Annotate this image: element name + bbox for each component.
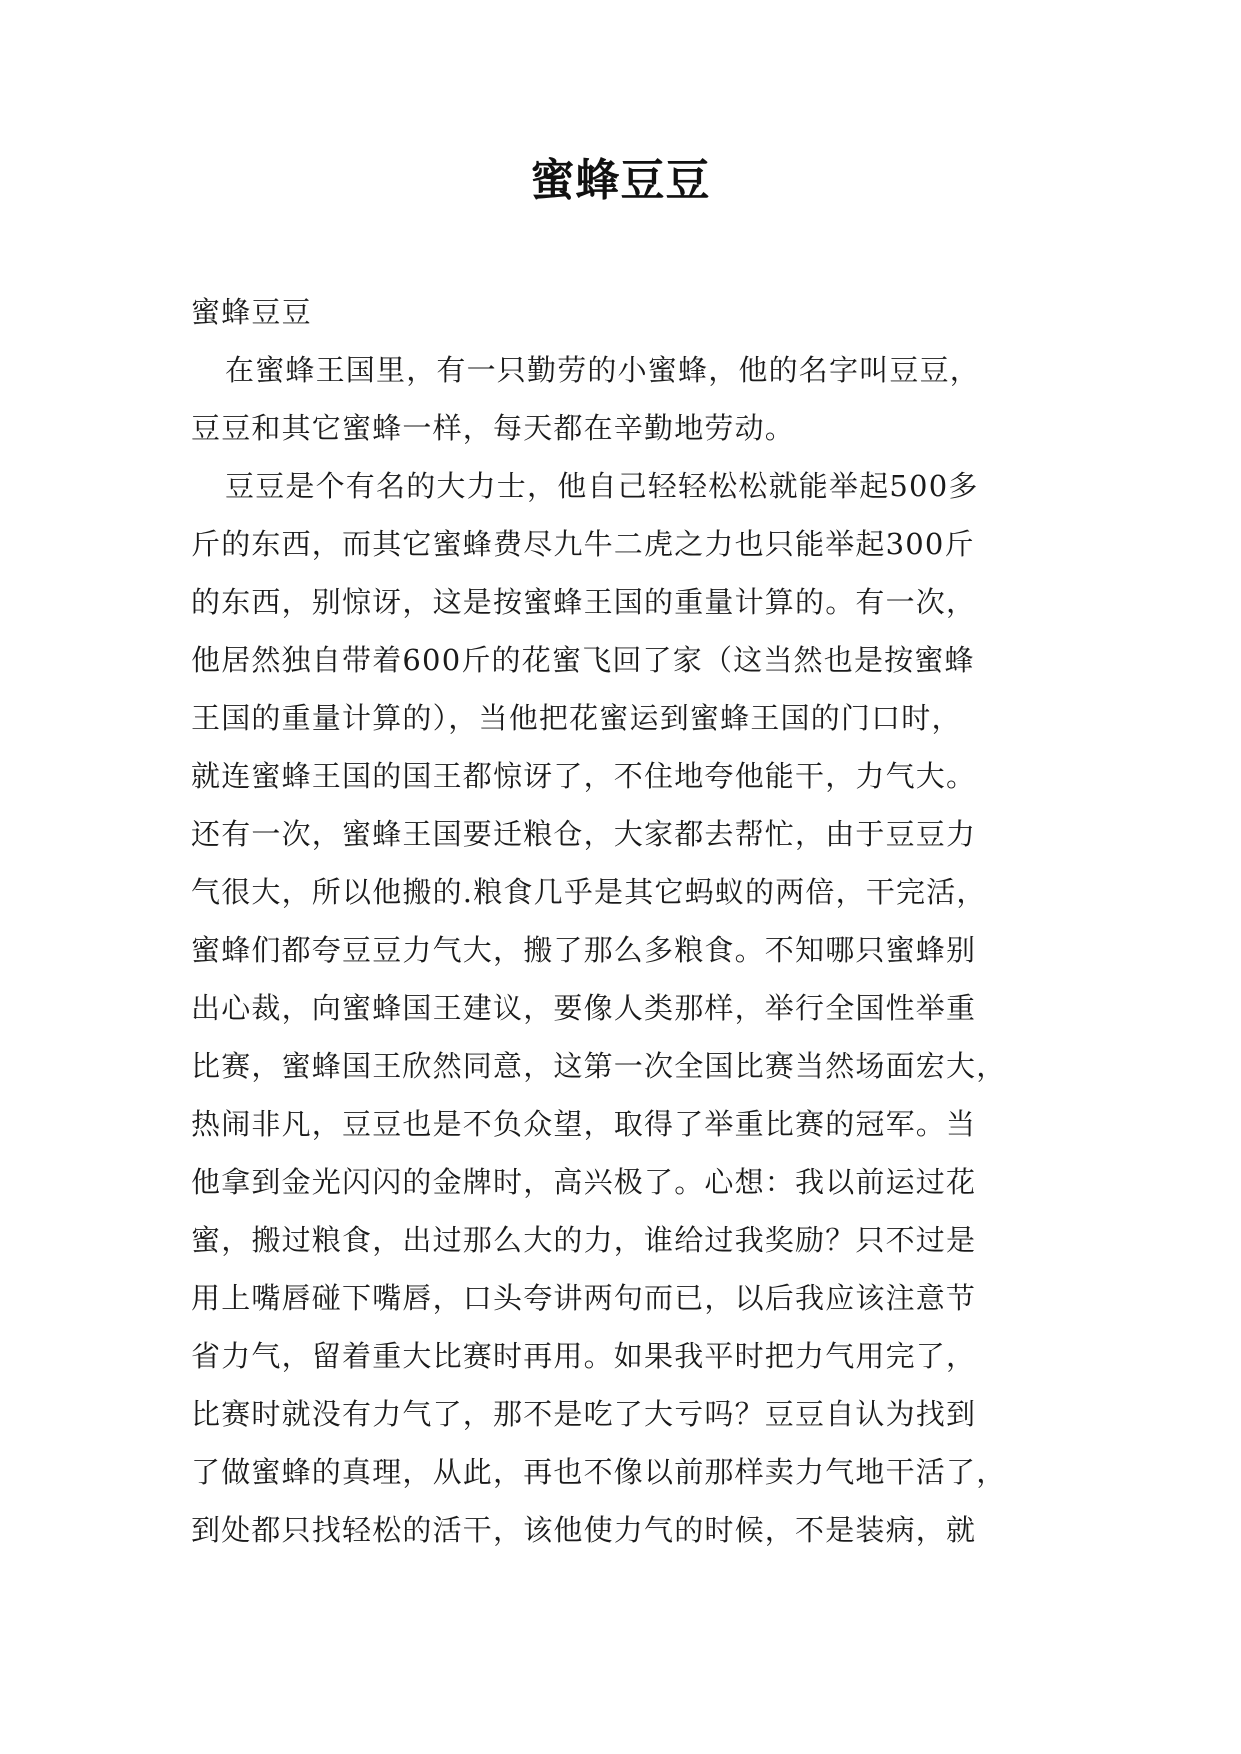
document-title: 蜜蜂豆豆 [530, 155, 711, 206]
paragraph-line: 热闹非凡，豆豆也是不负众望，取得了举重比赛的冠军。当 [191, 1107, 977, 1141]
paragraph-line: 斤的东西，而其它蜜蜂费尽九牛二虎之力也只能举起300斤 [191, 527, 975, 561]
paragraph-line: 气很大，所以他搬的.粮食几乎是其它蚂蚁的两倍，干完活， [191, 875, 987, 909]
paragraph-line: 出心裁，向蜜蜂国王建议，要像人类那样，举行全国性举重 [191, 991, 977, 1025]
document-body [191, 283, 1071, 1559]
paragraph-line: 就连蜜蜂王国的国王都惊讶了，不住地夸他能干，力气大。 [191, 759, 977, 793]
paragraph-line: 蜜，搬过粮食，出过那么大的力，谁给过我奖励？只不过是 [191, 1223, 977, 1257]
paragraph-line: 还有一次，蜜蜂王国要迁粮仓，大家都去帮忙，由于豆豆力 [191, 817, 977, 851]
paragraph-line: 王国的重量计算的），当他把花蜜运到蜜蜂王国的门口时， [191, 701, 962, 735]
paragraph-line: 蜜蜂们都夸豆豆力气大，搬了那么多粮食。不知哪只蜜蜂别 [191, 933, 977, 967]
paragraph-line: 豆豆和其它蜜蜂一样，每天都在辛勤地劳动。 [191, 411, 796, 445]
paragraph-line: 的东西，别惊讶，这是按蜜蜂王国的重量计算的。有一次， [191, 585, 977, 619]
paragraph-line: 在蜜蜂王国里，有一只勤劳的小蜜蜂，他的名字叫豆豆， [225, 353, 981, 387]
paragraph-line: 比赛，蜜蜂国王欣然同意，这第一次全国比赛当然场面宏大， [191, 1049, 1007, 1083]
paragraph-line: 用上嘴唇碰下嘴唇，口头夸讲两句而已，以后我应该注意节 [191, 1281, 977, 1315]
paragraph-line: 比赛时就没有力气了，那不是吃了大亏吗？豆豆自认为找到 [191, 1397, 977, 1431]
paragraph-line: 省力气，留着重大比赛时再用。如果我平时把力气用完了， [191, 1339, 977, 1373]
paragraph-line: 了做蜜蜂的真理，从此，再也不像以前那样卖力气地干活了， [191, 1455, 1007, 1489]
paragraph-line: 豆豆是个有名的大力士，他自己轻轻松松就能举起500多 [225, 469, 979, 503]
paragraph-line: 他居然独自带着600斤的花蜜飞回了家（这当然也是按蜜蜂 [191, 643, 975, 677]
paragraph-line: 到处都只找轻松的活干，该他使力气的时候，不是装病，就 [191, 1513, 977, 1547]
paragraph-line: 他拿到金光闪闪的金牌时，高兴极了。心想：我以前运过花 [191, 1165, 977, 1199]
subtitle-line: 蜜蜂豆豆 [191, 295, 312, 329]
